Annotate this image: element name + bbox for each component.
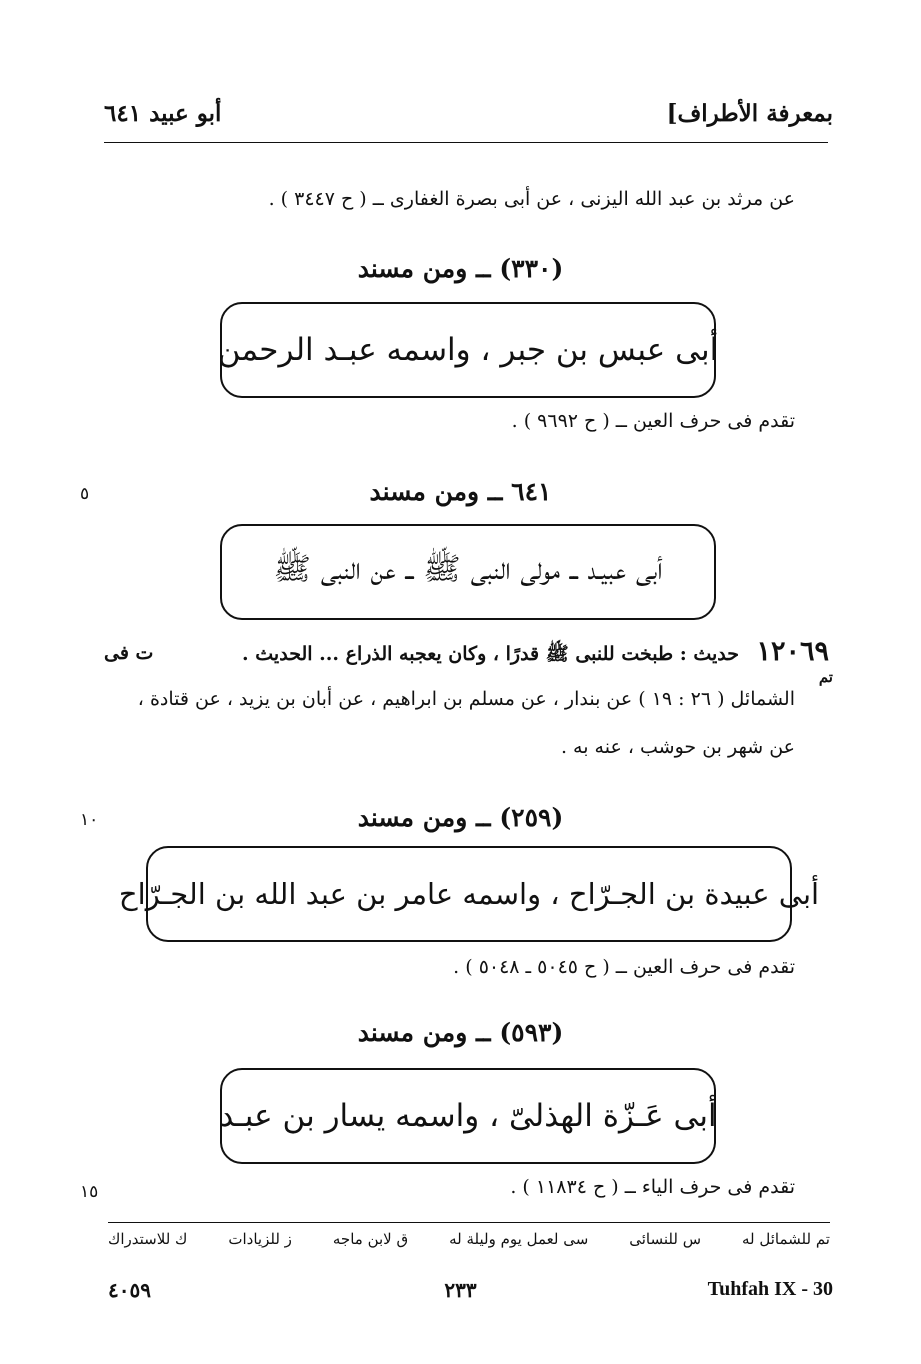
musnad-title: أبى عبيدة بن الجـرّاح ، واسمه عامر بن عبد الله بن الجـرّاح xyxy=(118,877,820,911)
sigla-item: ق لابن ماجه xyxy=(332,1230,409,1248)
sigla-item: س للنسائى xyxy=(629,1230,702,1248)
musnad-title: أبى عبس بن جبر ، واسمه عبـد الرحمن xyxy=(217,332,719,368)
line-number-margin: ١٥ xyxy=(80,1182,99,1202)
sigla-legend xyxy=(108,1230,830,1248)
entry-heading: (٢٥٩) ــ ومن مسند xyxy=(357,803,564,832)
footer-rule xyxy=(108,1222,830,1223)
footer-signature-number: ٤٠٥٩ xyxy=(108,1278,151,1302)
musnad-title-box xyxy=(118,846,820,942)
musnad-title-box xyxy=(217,302,719,398)
sigla-item: سى لعمل يوم وليلة له xyxy=(449,1230,589,1248)
header-rule xyxy=(104,142,828,143)
line-number-margin: ٥ xyxy=(80,484,90,504)
volume-signature: Tuhfah IX - 30 xyxy=(707,1278,833,1300)
line-number-margin: ١٠ xyxy=(80,810,99,830)
hadith-sigla-margin: ت فى xyxy=(104,642,154,664)
entry-heading: (٥٩٣) ــ ومن مسند xyxy=(357,1018,564,1047)
intro-line: عن مرثد بن عبد الله اليزنى ، عن أبى بصرة الغفارى ــ ( ح ٣٤٤٧ ) . xyxy=(268,188,795,210)
sigla-item: ك للاستدراك xyxy=(108,1230,188,1248)
cross-reference-note: تقدم فى حرف العين ــ ( ح ٥٠٤٥ ـ ٥٠٤٨ ) . xyxy=(453,956,795,978)
musnad-title-box xyxy=(220,524,716,620)
cross-reference-note: تقدم فى حرف الياء ــ ( ح ١١٨٣٤ ) . xyxy=(510,1176,795,1198)
hadith-text-line: الشمائل ( ٢٦ : ١٩ ) عن بندار ، عن مسلم بن ابراهيم ، عن أبان بن يزيد ، عن قتادة ، xyxy=(137,688,795,710)
cross-reference-note: تقدم فى حرف العين ــ ( ح ٩٦٩٢ ) . xyxy=(511,410,795,432)
running-head-right: بمعرفة الأطراف] xyxy=(666,100,833,127)
running-head-left: أبو عبيد ٦٤١ xyxy=(104,100,222,127)
entry-heading: ٦٤١ ــ ومن مسند xyxy=(369,477,552,506)
entry-heading: (٣٣٠) ــ ومن مسند xyxy=(357,254,564,283)
sigla-item: تم للشمائل له xyxy=(741,1230,830,1248)
musnad-title-box xyxy=(220,1068,716,1164)
hadith-text-line: عن شهر بن حوشب ، عنه به . xyxy=(560,736,795,758)
sigla-item: ز للزيادات xyxy=(228,1230,292,1248)
hadith-sigla-margin-2: تم xyxy=(818,668,833,686)
hadith-text-line: حديث : طبخت للنبى ﷺ قدرًا ، وكان يعجبه الذراع ... الحديث . xyxy=(242,643,739,665)
musnad-title: أبى عبيـد ــ مولى النبى ﷺ ــ عن النبى ﷺ xyxy=(273,550,663,587)
hadith-number: ١٢٠٦٩ xyxy=(756,636,829,667)
musnad-title: أبى عَـزّة الهذلىّ ، واسمه يسار بن عبـد xyxy=(219,1098,717,1134)
page-number: ٢٣٣ xyxy=(444,1278,477,1302)
